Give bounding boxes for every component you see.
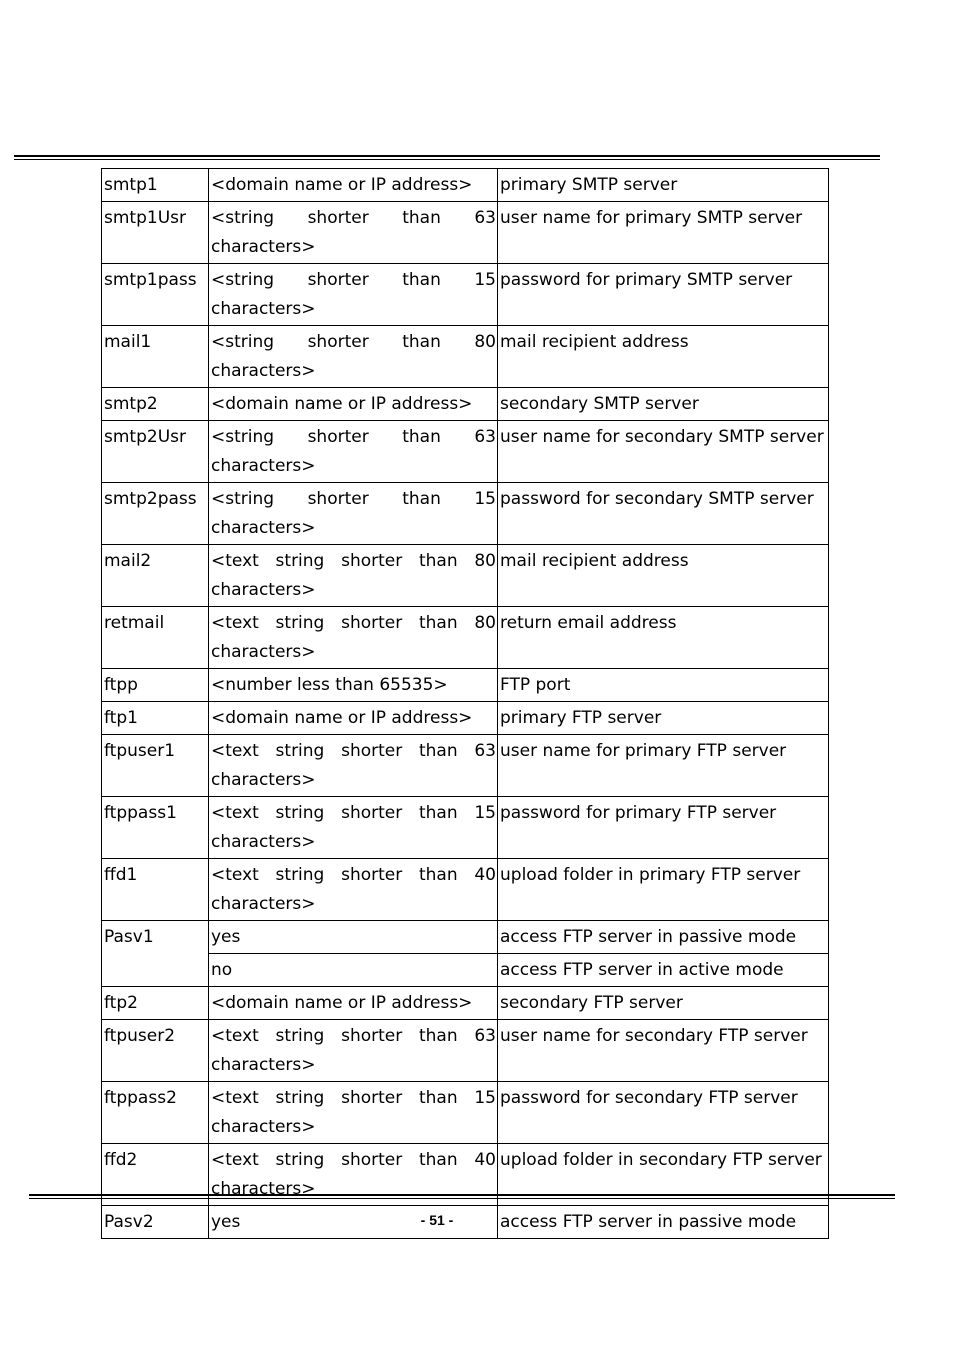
value-cell: yes (209, 1206, 498, 1239)
table-row (102, 735, 829, 797)
value-cell: <text string shorter than 63 characters> (209, 1020, 498, 1082)
value-cell: <text string shorter than 63 characters> (209, 735, 498, 797)
param-cell: smtp2Usr (102, 421, 209, 483)
param-cell: ftppass1 (102, 797, 209, 859)
footer-rule (29, 1194, 895, 1199)
description-cell: access FTP server in passive mode (498, 1206, 829, 1239)
value-cell: <string shorter than 80 characters> (209, 326, 498, 388)
param-cell: smtp2 (102, 388, 209, 421)
table-row (102, 607, 829, 669)
header-rule (14, 155, 880, 160)
value-cell: <number less than 65535> (209, 669, 498, 702)
table-row (102, 169, 829, 202)
value-cell: <string shorter than 15 characters> (209, 483, 498, 545)
table-row (102, 388, 829, 421)
description-cell: password for secondary SMTP server (498, 483, 829, 545)
description-cell: FTP port (498, 669, 829, 702)
table-row (102, 987, 829, 1020)
param-cell: ffd2 (102, 1144, 209, 1206)
description-cell: mail recipient address (498, 545, 829, 607)
description-cell: password for primary FTP server (498, 797, 829, 859)
description-cell: return email address (498, 607, 829, 669)
description-cell: access FTP server in active mode (498, 954, 829, 987)
value-cell: yes (209, 921, 498, 954)
param-cell: smtp1pass (102, 264, 209, 326)
param-cell: Pasv1 (102, 921, 209, 987)
value-cell: <text string shorter than 40 characters> (209, 1144, 498, 1206)
table-row (102, 954, 829, 987)
param-cell: smtp2pass (102, 483, 209, 545)
table-row (102, 202, 829, 264)
value-cell: <text string shorter than 40 characters> (209, 859, 498, 921)
param-cell: mail1 (102, 326, 209, 388)
table-row (102, 326, 829, 388)
value-cell: <domain name or IP address> (209, 702, 498, 735)
table-row (102, 1020, 829, 1082)
description-cell: user name for primary FTP server (498, 735, 829, 797)
value-cell: <string shorter than 15 characters> (209, 264, 498, 326)
description-cell: password for primary SMTP server (498, 264, 829, 326)
value-cell: <text string shorter than 15 characters> (209, 797, 498, 859)
param-cell: ftpp (102, 669, 209, 702)
value-cell: <text string shorter than 80 characters> (209, 545, 498, 607)
page-number: - 51 - (420, 1212, 454, 1228)
param-cell: Pasv2 (102, 1206, 209, 1239)
table-row (102, 859, 829, 921)
table-row (102, 921, 829, 954)
table-row (102, 797, 829, 859)
value-cell: <string shorter than 63 characters> (209, 202, 498, 264)
param-cell: ftp1 (102, 702, 209, 735)
description-cell: primary SMTP server (498, 169, 829, 202)
description-cell: upload folder in secondary FTP server (498, 1144, 829, 1206)
param-cell: ftppass2 (102, 1082, 209, 1144)
param-cell: ftp2 (102, 987, 209, 1020)
description-cell: access FTP server in passive mode (498, 921, 829, 954)
value-cell: no (209, 954, 498, 987)
value-cell: <domain name or IP address> (209, 987, 498, 1020)
param-cell: mail2 (102, 545, 209, 607)
param-cell: ffd1 (102, 859, 209, 921)
table-row (102, 545, 829, 607)
description-cell: user name for secondary FTP server (498, 1020, 829, 1082)
param-cell: smtp1Usr (102, 202, 209, 264)
parameter-table (101, 168, 829, 1239)
description-cell: password for secondary FTP server (498, 1082, 829, 1144)
value-cell: <domain name or IP address> (209, 388, 498, 421)
param-cell: retmail (102, 607, 209, 669)
description-cell: secondary FTP server (498, 987, 829, 1020)
value-cell: <string shorter than 63 characters> (209, 421, 498, 483)
param-cell: ftpuser1 (102, 735, 209, 797)
table-row (102, 264, 829, 326)
description-cell: user name for primary SMTP server (498, 202, 829, 264)
table-row (102, 1082, 829, 1144)
param-cell: ftpuser2 (102, 1020, 209, 1082)
table-row (102, 483, 829, 545)
value-cell: <text string shorter than 80 characters> (209, 607, 498, 669)
param-cell: smtp1 (102, 169, 209, 202)
description-cell: primary FTP server (498, 702, 829, 735)
description-cell: upload folder in primary FTP server (498, 859, 829, 921)
description-cell: mail recipient address (498, 326, 829, 388)
value-cell: <domain name or IP address> (209, 169, 498, 202)
value-cell: <text string shorter than 15 characters> (209, 1082, 498, 1144)
table-row (102, 702, 829, 735)
description-cell: user name for secondary SMTP server (498, 421, 829, 483)
description-cell: secondary SMTP server (498, 388, 829, 421)
table-row (102, 421, 829, 483)
table-row (102, 669, 829, 702)
